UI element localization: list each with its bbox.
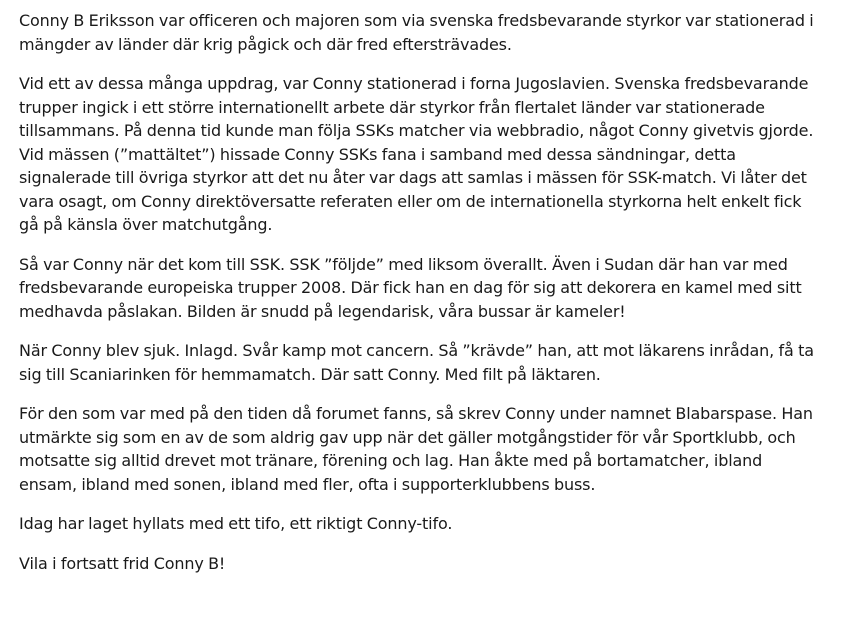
text-line: Vid ett av dessa många uppdrag, var Conny stationerad i forna Jugoslavien. Svenska fredsbevarande <box>19 74 809 93</box>
text-line: För den som var med på den tiden då forumet fanns, så skrev Conny under namnet Blabarspase. Han <box>19 404 813 423</box>
paragraph-jugoslavien <box>19 72 849 237</box>
text-line: Så var Conny när det kom till SSK. SSK ”följde” med liksom överallt. Även i Sudan där han var med <box>19 254 788 274</box>
paragraph-tifo <box>19 512 849 536</box>
paragraph-illness <box>19 339 849 386</box>
text-line: Vila i fortsatt frid Conny B! <box>19 553 226 573</box>
text-line: ensam, ibland med sonen, ibland med fler, ofta i supporterklubbens buss. <box>19 474 596 494</box>
text-line: gå på känsla över matchutgång. <box>19 215 273 234</box>
text-line: vara osagt, om Conny direktöversatte referaten eller om de internationella styrkorna helt enkelt fick <box>19 191 802 211</box>
text-line: signalerade till övriga styrkor att det nu åter var dags att samlas i mässen för SSK-match. Vi låter det <box>19 168 807 187</box>
text-line: Conny B Eriksson var officeren och majoren som via svenska fredsbevarande styrkor var stationerad i <box>19 11 814 30</box>
text-line: trupper ingick i ett större internationellt arbete där styrkor från flertalet länder var stationerade <box>19 97 765 117</box>
text-line: fredsbevarande europeiska trupper 2008. Där fick han en dag för sig att dekorera en kamel med sitt <box>19 278 802 297</box>
paragraph-intro <box>19 9 849 56</box>
text-line: sig till Scaniarinken för hemmamatch. Där satt Conny. Med filt på läktaren. <box>19 364 601 384</box>
text-line: mängder av länder där krig pågick och där fred eftersträvades. <box>19 34 512 54</box>
text-line: medhavda påslakan. Bilden är snudd på legendarisk, våra bussar är kameler! <box>19 301 626 321</box>
text-line: Idag har laget hyllats med ett tifo, ett riktigt Conny-tifo. <box>19 514 453 533</box>
text-line: tillsammans. På denna tid kunde man följa SSKs matcher via webbradio, något Conny givetvis gjorde. <box>19 121 814 140</box>
document-body <box>19 9 849 591</box>
text-line: Vid mässen (”mattältet”) hissade Conny SSKs fana i samband med dessa sändningar, detta <box>19 144 736 164</box>
paragraph-closing <box>19 552 849 576</box>
text-line: När Conny blev sjuk. Inlagd. Svår kamp mot cancern. Så ”krävde” han, att mot läkarens inrådan, få ta <box>19 341 814 360</box>
text-line: utmärkte sig som en av de som aldrig gav upp när det gäller motgångstider för vår Sportklubb, och <box>19 427 796 447</box>
paragraph-forum <box>19 402 849 496</box>
paragraph-sudan <box>19 253 849 324</box>
text-line: motsatte sig alltid drevet mot tränare, förening och lag. Han åkte med på bortamatcher, ibland <box>19 451 763 470</box>
